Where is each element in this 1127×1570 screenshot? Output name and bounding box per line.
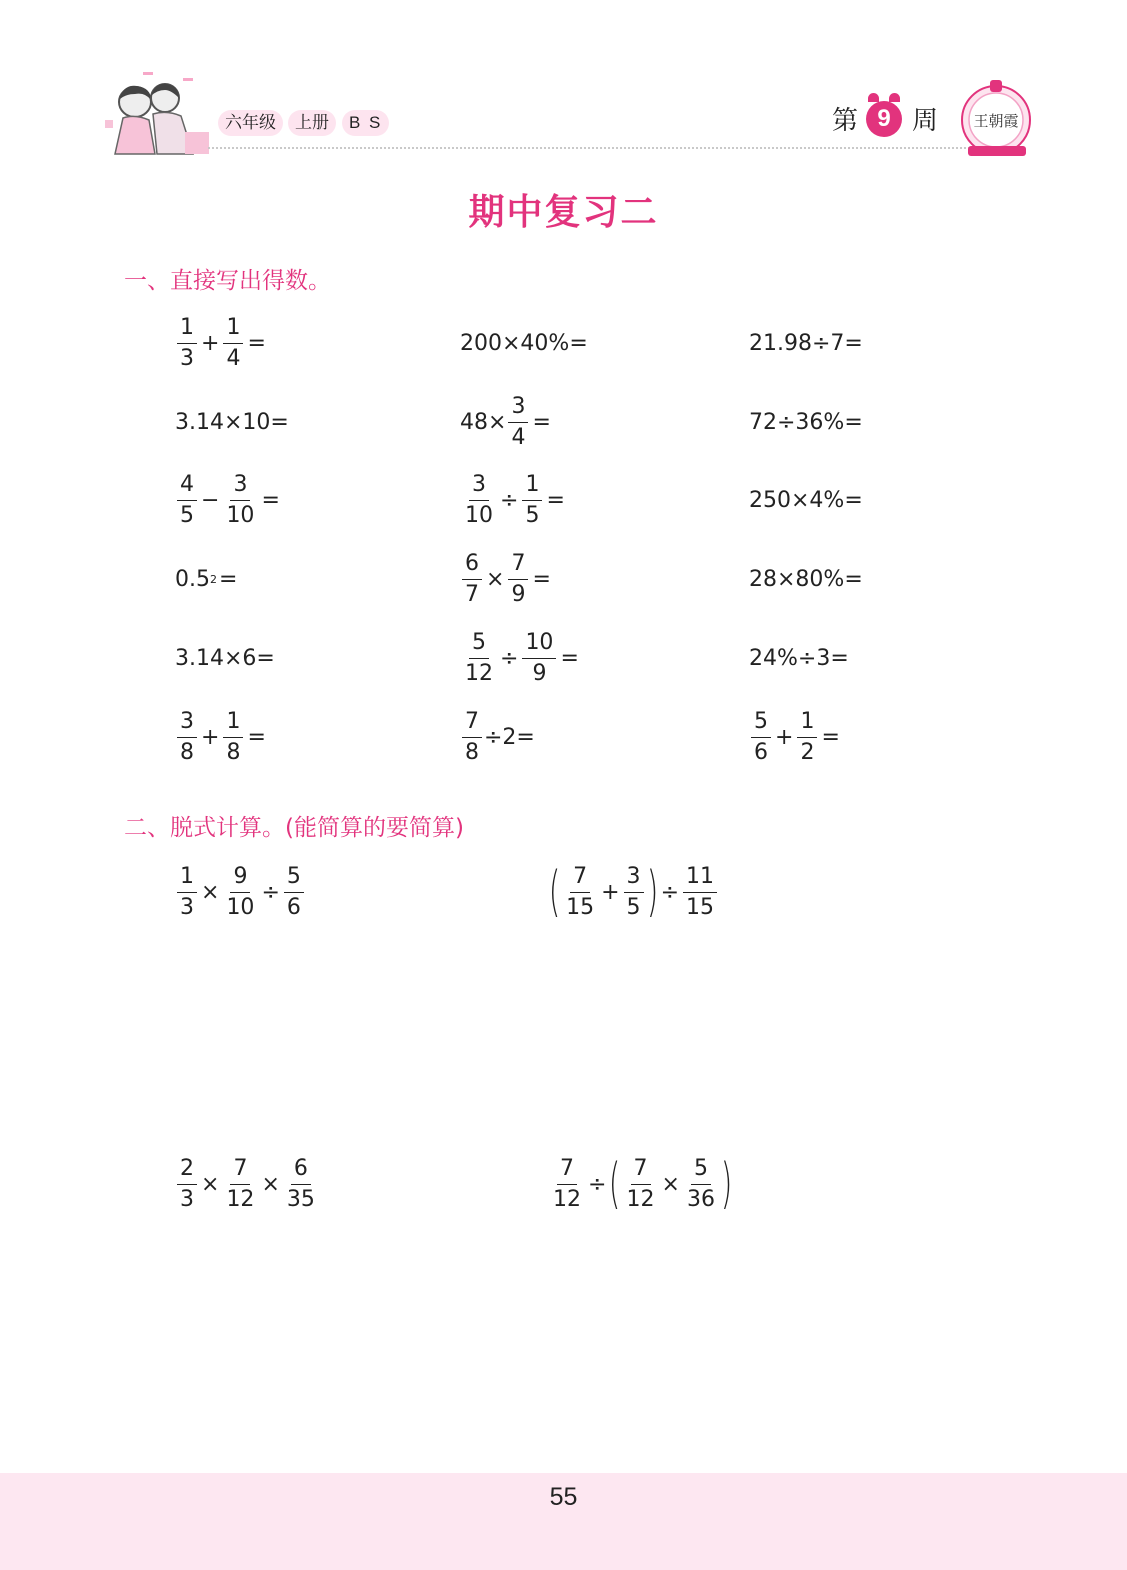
children-illustration-icon bbox=[105, 70, 210, 156]
equals-sign: = bbox=[532, 409, 551, 435]
equals-sign: = bbox=[247, 330, 266, 356]
operator: + bbox=[775, 724, 794, 750]
fraction: $\frac{5}{6}$ bbox=[284, 866, 304, 919]
equals-sign: = bbox=[261, 487, 280, 513]
edition-badge: B S bbox=[342, 110, 389, 136]
calc-problem-4 bbox=[548, 1152, 733, 1216]
fraction: $\frac{5}{36}$ bbox=[686, 1155, 715, 1212]
week-suffix: 周 bbox=[912, 105, 939, 135]
alarm-bell-right-icon bbox=[889, 93, 900, 102]
problem-5-2 bbox=[460, 626, 581, 690]
fraction: $\frac{3}{10}$ bbox=[226, 471, 255, 528]
problem-2-2 bbox=[460, 390, 553, 454]
exponent: 2 bbox=[210, 572, 217, 586]
operator: × bbox=[261, 1171, 280, 1197]
fraction: $\frac{1}{8}$ bbox=[223, 711, 243, 764]
operator: + bbox=[601, 879, 620, 905]
calc-problem-2 bbox=[548, 860, 719, 924]
left-parenthesis: ( bbox=[548, 860, 561, 923]
operator: ÷ bbox=[588, 1171, 607, 1197]
operator: ÷ bbox=[660, 879, 680, 905]
expression-lead: 48× bbox=[460, 409, 507, 435]
problem-6-2 bbox=[460, 705, 535, 769]
right-parenthesis: ) bbox=[646, 860, 658, 923]
section-2-heading: 二、脱式计算。(能简算的要简算) bbox=[124, 815, 464, 841]
section-1-heading: 一、直接写出得数。 bbox=[124, 268, 331, 294]
expression-tail: ÷2= bbox=[484, 724, 535, 750]
problem-5-3: 24%÷3= bbox=[749, 645, 849, 671]
problem-5-1: 3.14×6= bbox=[175, 645, 275, 671]
operator: ÷ bbox=[500, 645, 519, 671]
fraction: $\frac{4}{5}$ bbox=[177, 474, 197, 527]
equals-sign: = bbox=[546, 487, 565, 513]
equals-sign: = bbox=[532, 566, 551, 592]
fraction: $\frac{6}{35}$ bbox=[286, 1155, 315, 1212]
problem-1-1 bbox=[175, 311, 268, 375]
fraction: $\frac{3}{8}$ bbox=[177, 711, 197, 764]
fraction: $\frac{10}{9}$ bbox=[522, 632, 556, 685]
right-parenthesis: ) bbox=[720, 1152, 733, 1215]
problem-6-3 bbox=[749, 705, 842, 769]
problem-2-3: 72÷36%= bbox=[749, 409, 863, 435]
problem-3-1 bbox=[175, 468, 282, 532]
operator: + bbox=[201, 330, 220, 356]
fraction: $\frac{9}{10}$ bbox=[226, 863, 255, 920]
fraction: $\frac{1}{3}$ bbox=[177, 317, 197, 370]
operator: − bbox=[201, 487, 220, 513]
week-number-badge: 9 bbox=[866, 101, 902, 137]
operator: × bbox=[201, 879, 220, 905]
problem-1-3: 21.98÷7= bbox=[749, 330, 863, 356]
fraction: $\frac{1}{3}$ bbox=[177, 866, 197, 919]
fraction: $\frac{3}{10}$ bbox=[465, 471, 493, 528]
volume-badge: 上册 bbox=[288, 110, 336, 136]
fraction: $\frac{5}{6}$ bbox=[751, 711, 771, 764]
operator: × bbox=[661, 1171, 680, 1197]
operator: ÷ bbox=[261, 879, 280, 905]
alarm-bell-left-icon bbox=[868, 93, 879, 102]
fraction: $\frac{7}{15}$ bbox=[566, 863, 595, 920]
fraction: $\frac{7}{12}$ bbox=[226, 1155, 255, 1212]
fraction: $\frac{7}{9}$ bbox=[508, 553, 528, 606]
equals-sign: = bbox=[821, 724, 840, 750]
page-header bbox=[0, 0, 1127, 160]
problem-3-2 bbox=[460, 468, 567, 532]
fraction: $\frac{6}{7}$ bbox=[462, 553, 482, 606]
fraction: $\frac{1}{5}$ bbox=[522, 474, 542, 527]
equals-sign: = bbox=[560, 645, 579, 671]
base-number: 0.5 bbox=[175, 566, 210, 592]
problem-4-1 bbox=[175, 547, 239, 611]
problem-1-2: 200×40%= bbox=[460, 330, 588, 356]
fraction: $\frac{1}{2}$ bbox=[797, 711, 817, 764]
left-parenthesis: ( bbox=[609, 1152, 621, 1215]
operator: × bbox=[201, 1171, 220, 1197]
problem-4-3: 28×80%= bbox=[749, 566, 863, 592]
fraction: $\frac{2}{3}$ bbox=[177, 1158, 197, 1211]
grade-badge: 六年级 bbox=[218, 110, 283, 136]
logo-text: 王朝霞 bbox=[973, 112, 1019, 130]
fraction: $\frac{3}{5}$ bbox=[624, 866, 644, 919]
problem-2-1: 3.14×10= bbox=[175, 409, 289, 435]
page-title: 期中复习二 bbox=[468, 192, 659, 233]
page-number: 55 bbox=[549, 1483, 578, 1511]
week-prefix: 第 bbox=[832, 105, 859, 135]
fraction: $\frac{1}{4}$ bbox=[223, 317, 243, 370]
header-divider bbox=[208, 147, 978, 149]
fraction: $\frac{7}{12}$ bbox=[626, 1155, 655, 1212]
brand-logo-icon bbox=[960, 78, 1036, 160]
problem-6-1 bbox=[175, 705, 268, 769]
fraction: $\frac{7}{12}$ bbox=[553, 1155, 581, 1212]
calc-problem-1 bbox=[175, 860, 306, 924]
equals-sign: = bbox=[219, 566, 238, 592]
problem-3-3: 250×4%= bbox=[749, 487, 863, 513]
fraction: $\frac{3}{4}$ bbox=[508, 396, 528, 449]
equals-sign: = bbox=[247, 724, 266, 750]
fraction: $\frac{11}{15}$ bbox=[683, 866, 717, 919]
operator: ÷ bbox=[500, 487, 519, 513]
operator: × bbox=[486, 566, 505, 592]
calc-problem-3 bbox=[175, 1152, 320, 1216]
operator: + bbox=[201, 724, 220, 750]
problem-4-2 bbox=[460, 547, 553, 611]
fraction: $\frac{5}{12}$ bbox=[465, 629, 493, 686]
fraction: $\frac{7}{8}$ bbox=[462, 711, 482, 764]
